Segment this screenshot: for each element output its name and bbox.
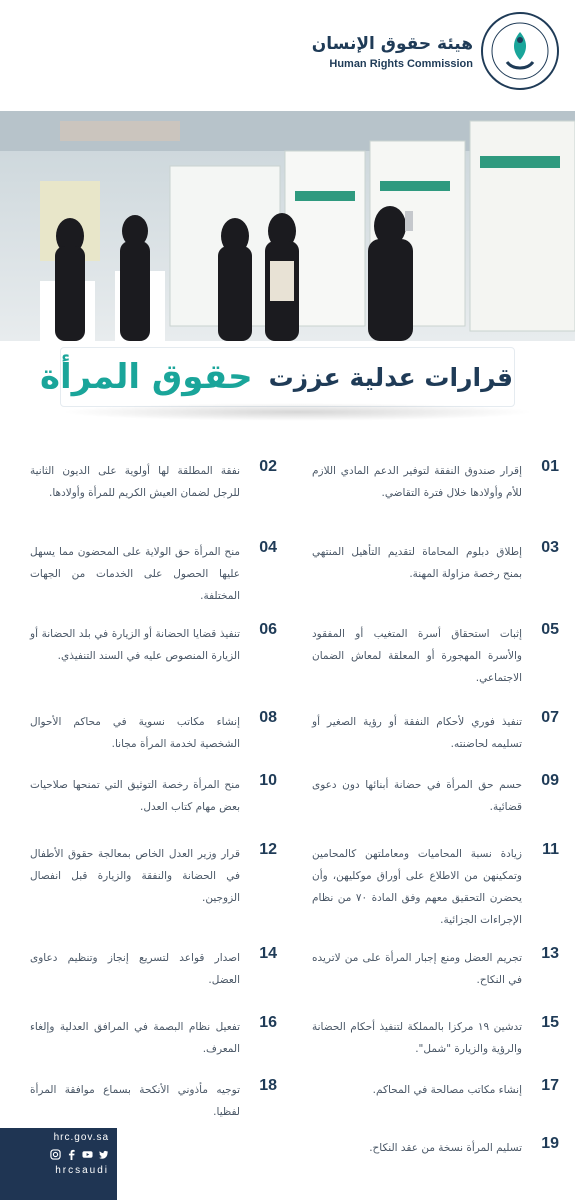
header — [0, 0, 575, 108]
hrc-seal-logo — [479, 10, 561, 92]
item-text: تنفيذ قضايا الحضانة أو الزيارة في بلد الحضانة أو الزيارة المنصوص عليه في السند التنفيذي. — [30, 628, 240, 662]
item-text: تدشين ١٩ مركزا بالمملكة لتنفيذ أحكام الحضانة والرؤية والزيارة "شمل". — [312, 1021, 522, 1055]
footer-social — [0, 1128, 117, 1200]
item-number: 12 — [259, 841, 277, 858]
instagram-icon[interactable] — [50, 1149, 61, 1160]
org-name-en: Human Rights Commission — [329, 58, 473, 70]
item-number: 18 — [259, 1077, 277, 1094]
title-part2: حقوق المرأة — [39, 357, 253, 397]
item-text: زيادة نسبة المحاميات ومعاملتهن كالمحامين وتمكينهن من الاطلاع على أوراق موكليهن، وأن يحضرن التحقيق معهم وفق المادة ٧٠ من نظام الإجراءات الجزائية. — [312, 848, 522, 926]
item-text: إنشاء مكاتب نسوية في محاكم الأحوال الشخصية لخدمة المرأة مجانا. — [30, 716, 240, 750]
item-text: منح المرأة رخصة التوثيق التي تمنحها صلاحيات بعض مهام كتاب العدل. — [30, 779, 240, 813]
item-text: تسليم المرأة نسخة من عقد النكاح. — [369, 1142, 522, 1154]
item-text: إثبات استحقاق أسرة المتغيب أو المفقود والأسرة المهجورة أو المعلقة لمعاش الضمان الاجتماعي. — [312, 628, 522, 684]
item-text: تجريم العضل ومنع إجبار المرأة على من لاتريده في النكاح. — [312, 952, 522, 986]
item-text: تنفيذ فوري لأحكام النفقة أو رؤية الصغير أو تسليمه لحاضنته. — [312, 716, 522, 750]
org-name-ar: هيئة حقوق الإنسان — [311, 34, 473, 54]
youtube-icon[interactable] — [82, 1149, 93, 1160]
item-number: 03 — [541, 539, 559, 556]
social-handle: hrcsaudi — [55, 1165, 109, 1176]
item-text: إقرار صندوق النفقة لتوفير الدعم المادي اللازم للأم وأولادها خلال فترة التقاضي. — [312, 465, 522, 499]
item-number: 13 — [541, 945, 559, 962]
item-number: 07 — [541, 709, 559, 726]
item-text: نفقة المطلقة لها أولوية على الديون الثانية للرجل لضمان العيش الكريم للمرأة وأولادها. — [30, 465, 240, 499]
item-number: 04 — [259, 539, 277, 556]
item-number: 06 — [259, 621, 277, 638]
logo-text — [312, 34, 473, 70]
twitter-icon[interactable] — [98, 1149, 109, 1160]
item-number: 15 — [541, 1014, 559, 1031]
title-band — [0, 341, 575, 427]
item-number: 17 — [541, 1077, 559, 1094]
item-number: 01 — [541, 458, 559, 475]
item-text: حسم حق المرأة في حضانة أبنائها دون دعوى قضائية. — [312, 779, 522, 813]
item-text: إنشاء مكاتب مصالحة في المحاكم. — [372, 1084, 522, 1096]
item-number: 14 — [259, 945, 277, 962]
item-number: 19 — [541, 1135, 559, 1152]
social-icons — [8, 1149, 109, 1160]
title-part1: قرارات عدلية عززت — [268, 362, 513, 392]
item-text: منح المرأة حق الولاية على المحضون مما يسهل عليها الحصول على الخدمات من الجهات المختلفة. — [30, 546, 240, 602]
facebook-icon[interactable] — [66, 1149, 77, 1160]
item-number: 10 — [259, 772, 277, 789]
item-number: 11 — [542, 841, 559, 858]
item-text: توجيه مأذوني الأنكحة بسماع موافقة المرأة لفظيا. — [30, 1084, 240, 1118]
item-number: 09 — [541, 772, 559, 789]
item-number: 02 — [259, 458, 277, 475]
item-text: اصدار قواعد لتسريع إنجاز وتنظيم دعاوى العضل. — [30, 952, 240, 986]
item-text: قرار وزير العدل الخاص بمعالجة حقوق الأطفال في الحضانة والنفقة والزيارة قبل انفصال الزوجين. — [30, 848, 240, 904]
page-title — [40, 341, 513, 413]
item-text: تفعيل نظام البصمة في المرافق العدلية وإلغاء المعرف. — [30, 1021, 240, 1055]
item-number: 08 — [259, 709, 277, 726]
item-number: 05 — [541, 621, 559, 638]
item-text: إطلاق دبلوم المحاماة لتقديم التأهيل المنتهي بمنح رخصة مزاولة المهنة. — [312, 546, 522, 580]
exhibition-photo — [0, 111, 575, 341]
website-link[interactable]: hrc.gov.sa — [53, 1132, 109, 1143]
item-number: 16 — [259, 1014, 277, 1031]
